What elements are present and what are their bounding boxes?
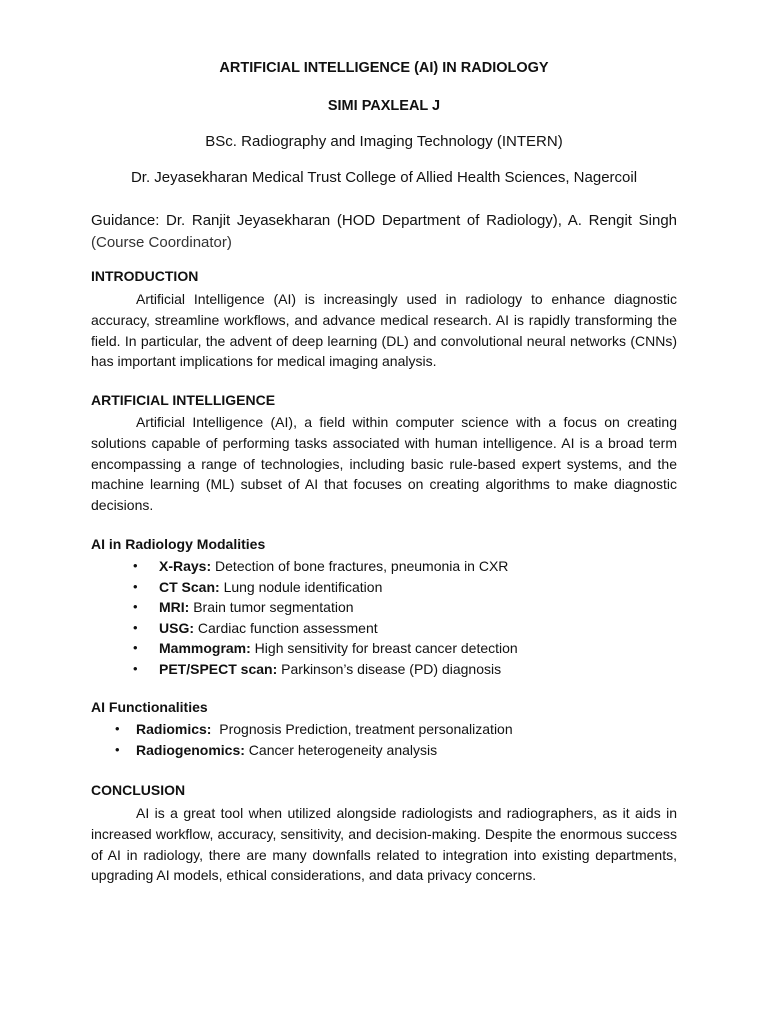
- list-item: [0, 740, 768, 761]
- list-item: [0, 618, 768, 639]
- modality-term: X-Rays:: [159, 558, 212, 574]
- bullet-icon: •: [133, 619, 138, 635]
- introduction-heading: INTRODUCTION: [91, 268, 199, 284]
- modality-desc: Detection of bone fractures, pneumonia in CXR: [211, 558, 509, 574]
- bullet-icon: •: [133, 640, 138, 656]
- bullet-icon: •: [115, 741, 120, 757]
- author-college: Dr. Jeyasekharan Medical Trust College of Allied Health Sciences, Nagercoil: [130, 169, 638, 186]
- bullet-icon: •: [133, 599, 138, 615]
- ai-body: Artificial Intelligence (AI), a field within computer science with a focus on creating solutions capable of performing tasks associated with human intelligence. AI is a broad term encompassing a range of technologies, including basic rule-based expert systems, and the machine learning (ML) subset of AI that focuses on creating algorithms to make diagnostic decisions.: [91, 414, 677, 514]
- guidance-line: [91, 210, 677, 254]
- author-name: SIMI PAXLEAL J: [327, 98, 441, 114]
- modality-desc: Parkinson’s disease (PD) diagnosis: [277, 660, 502, 677]
- author-program: BSc. Radiography and Imaging Technology (INTERN): [205, 133, 563, 150]
- bullet-icon: •: [133, 660, 138, 676]
- modality-desc: Lung nodule identification: [219, 578, 383, 595]
- modality-term: MRI:: [159, 599, 190, 616]
- conclusion-body: AI is a great tool when utilized alongside radiologists and radiographers, as it aids in increased workflow, accuracy, sensitivity, and decision-making. Despite the enormous success of AI in radiology, there are many downfalls related to integration into existing departments, upgrading AI models, ethical considerations, and data privacy concerns.: [91, 805, 677, 884]
- functionality-term: Radiomics:: [136, 721, 212, 737]
- modality-term: Mammogram:: [159, 640, 251, 657]
- list-item: [0, 597, 768, 618]
- list-item: [0, 638, 768, 659]
- list-item: [0, 577, 768, 598]
- modalities-list: [0, 556, 768, 680]
- document-title: ARTIFICIAL INTELLIGENCE (AI) IN RADIOLOGY: [219, 60, 549, 76]
- list-item: [0, 659, 768, 680]
- modality-term: USG:: [159, 619, 194, 636]
- modality-term: PET/SPECT scan:: [159, 660, 278, 677]
- introduction-body: Artificial Intelligence (AI) is increasingly used in radiology to enhance diagnostic accuracy, streamline workflows, and advance medical research. AI is rapidly transforming the field. In particular, the advent of deep learning (DL) and convolutional neural networks (CNNs) has important implications for medical imaging analysis.: [91, 291, 677, 370]
- bullet-icon: •: [133, 578, 138, 594]
- functionalities-heading: AI Functionalities: [91, 699, 208, 715]
- conclusion-heading: CONCLUSION: [91, 782, 186, 798]
- bullet-icon: •: [115, 721, 120, 736]
- functionality-desc: Prognosis Prediction, treatment personalization: [211, 721, 513, 737]
- functionalities-list: [0, 719, 768, 760]
- list-item: [0, 556, 768, 577]
- guidance-text: Guidance: Dr. Ranjit Jeyasekharan (HOD Department of Radiology), A. Rengit Singh: [91, 212, 677, 229]
- functionality-desc: Cancer heterogeneity analysis: [244, 741, 438, 758]
- modality-desc: Cardiac function assessment: [194, 619, 378, 636]
- functionality-term: Radiogenomics:: [136, 741, 245, 758]
- modality-term: CT Scan:: [159, 578, 220, 595]
- ai-heading: ARTIFICIAL INTELLIGENCE: [91, 392, 276, 408]
- modality-desc: High sensitivity for breast cancer detection: [250, 640, 518, 657]
- modality-desc: Brain tumor segmentation: [189, 599, 354, 616]
- modalities-heading: AI in Radiology Modalities: [91, 536, 266, 552]
- guidance-coordinator: (Course Coordinator): [91, 234, 232, 251]
- bullet-icon: •: [133, 558, 138, 573]
- list-item: [0, 719, 768, 740]
